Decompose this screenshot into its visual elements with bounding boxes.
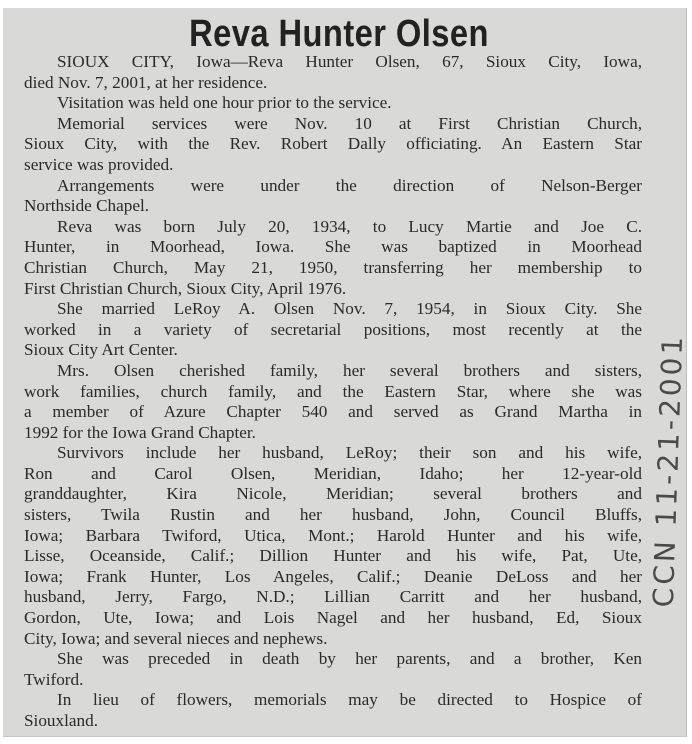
article-line: service was provided.: [24, 154, 174, 174]
article-line: work families, church family, and the Eastern Star, where she was: [24, 381, 642, 401]
article-line: 1992 for the Iowa Grand Chapter.: [24, 422, 256, 442]
article-line: In lieu of flowers, memorials may be directed to Hospice of: [57, 690, 642, 710]
article-line: husband, Jerry, Fargo, N.D.; Lillian Carritt and her husband,: [24, 587, 642, 607]
article-line: First Christian Church, Sioux City, April 1976.: [24, 278, 347, 298]
article-line: Hunter, in Moorhead, Iowa. She was baptized in Moorhead: [24, 237, 642, 257]
article-line: Lisse, Oceanside, Calif.; Dillion Hunter and his wife, Pat, Ute,: [24, 546, 642, 566]
article-line: sisters, Twila Rustin and her husband, John, Council Bluffs,: [24, 505, 642, 525]
article-line: She was preceded in death by her parents, and a brother, Ken: [57, 649, 642, 669]
article-line: worked in a variety of secretarial positions, most recently at the: [24, 319, 642, 339]
article-line: died Nov. 7, 2001, at her residence.: [24, 72, 268, 92]
article-line: SIOUX CITY, Iowa—Reva Hunter Olsen, 67, Sioux City, Iowa,: [57, 52, 642, 71]
article-line: Iowa; Barbara Twiford, Utica, Mont.; Harold Hunter and his wife,: [24, 525, 642, 545]
article-line: Northside Chapel.: [24, 196, 150, 216]
article-line: granddaughter, Kira Nicole, Meridian; several brothers and: [24, 484, 642, 504]
article-line: Survivors include her husband, LeRoy; their son and his wife,: [57, 443, 642, 463]
article-line: Memorial services were Nov. 10 at First Christian Church,: [57, 113, 642, 133]
article-line: City, Iowa; and several nieces and nephews.: [24, 628, 328, 648]
article-line: Siouxland.: [24, 711, 99, 730]
newspaper-clipping: [3, 8, 690, 737]
article-line: Iowa; Frank Hunter, Los Angeles, Calif.; Deanie DeLoss and her: [24, 566, 642, 586]
article-line: Sioux City Art Center.: [24, 340, 178, 360]
article-line: Mrs. Olsen cherished family, her several brothers and sisters,: [57, 360, 642, 380]
article-line: Gordon, Ute, Iowa; and Lois Nagel and her husband, Ed, Sioux: [24, 608, 642, 628]
article-line: a member of Azure Chapter 540 and served as Grand Martha in: [24, 402, 642, 422]
article-line: Christian Church, May 21, 1950, transferring her membership to: [24, 257, 642, 277]
article-line: Sioux City, with the Rev. Robert Dally officiating. An Eastern Star: [24, 134, 642, 154]
headline: Reva Hunter Olsen: [189, 13, 489, 55]
obituary-text: [24, 52, 642, 732]
article-line: Reva was born July 20, 1934, to Lucy Martie and Joe C.: [57, 216, 642, 236]
article-line: Visitation was held one hour prior to the service.: [57, 93, 392, 113]
article-line: Ron and Carol Olsen, Meridian, Idaho; her 12-year-old: [24, 463, 642, 483]
article-line: She married LeRoy A. Olsen Nov. 7, 1954, in Sioux City. She: [57, 299, 642, 319]
handwritten-date-annotation: CCN 11-21-2001: [646, 333, 690, 608]
article-line: Arrangements were under the direction of Nelson-Berger: [57, 175, 642, 195]
article-line: Twiford.: [24, 669, 84, 689]
